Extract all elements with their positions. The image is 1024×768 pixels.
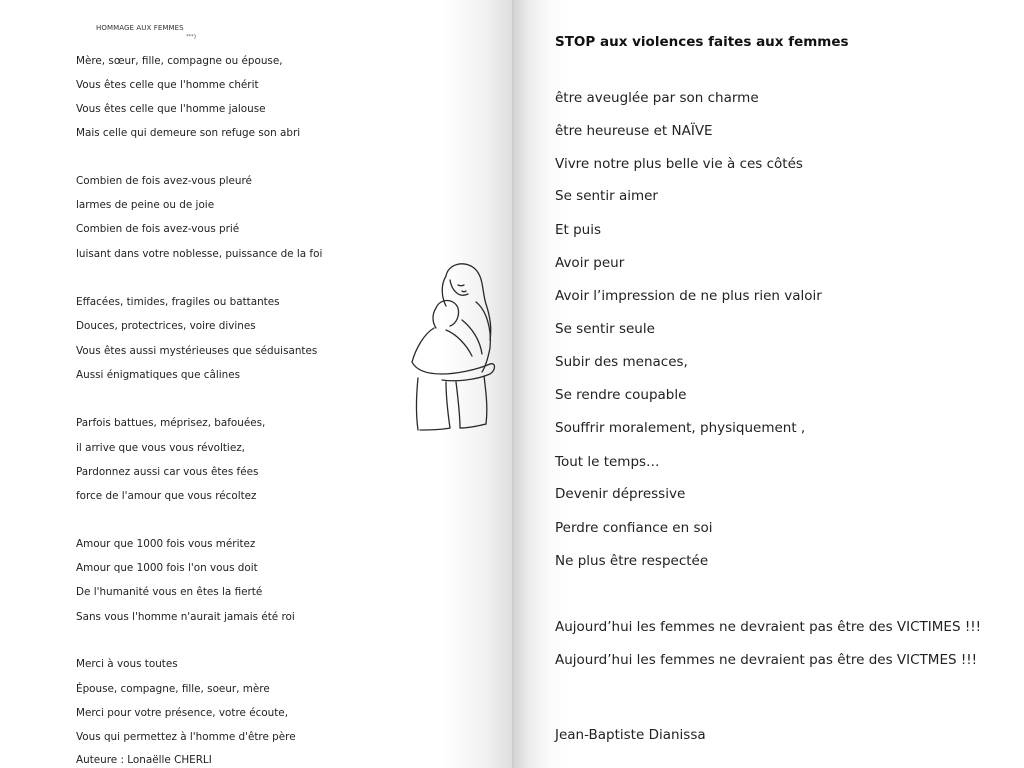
- poem-line: Vous êtes aussi mystérieuses que séduisantes: [76, 345, 318, 357]
- poem-line: Se rendre coupable: [555, 387, 687, 403]
- poem-line: Se sentir aimer: [555, 188, 658, 204]
- poem-line: il arrive que vous vous révoltiez,: [76, 442, 245, 454]
- poem-line: Merci pour votre présence, votre écoute,: [76, 707, 289, 719]
- poem-line: Vivre notre plus belle vie à ces côtés: [555, 156, 803, 172]
- poem-line: Pardonnez aussi car vous êtes fées: [76, 466, 259, 478]
- poem-line: force de l'amour que vous récoltez: [76, 490, 257, 502]
- poem-line: Aujourd’hui les femmes ne devraient pas être des VICTMES !!!: [555, 652, 978, 668]
- poem-line: Merci à vous toutes: [76, 658, 178, 670]
- poem-line: Aussi énigmatiques que câlines: [76, 369, 241, 381]
- poem-line: Et puis: [555, 222, 602, 238]
- poem-line: être heureuse et NAÏVE: [555, 123, 713, 139]
- poem-line: Douces, protectrices, voire divines: [76, 320, 256, 332]
- poem-line: Tout le temps…: [555, 454, 660, 470]
- poem-line: larmes de peine ou de joie: [76, 199, 215, 211]
- poem-line: Mais celle qui demeure son refuge son abri: [76, 127, 301, 139]
- poem-author: Jean-Baptiste Dianissa: [555, 727, 706, 743]
- poem-line: Épouse, compagne, fille, soeur, mère: [76, 683, 270, 695]
- poem-line: Parfois battues, méprisez, bafouées,: [76, 417, 266, 429]
- left-page-title: HOMMAGE AUX FEMMES: [96, 24, 184, 32]
- poem-line: Subir des menaces,: [555, 354, 688, 370]
- poem-line: être aveuglée par son charme: [555, 90, 759, 106]
- poem-line: Ne plus être respectée: [555, 553, 709, 569]
- poem-line: luisant dans votre noblesse, puissance de la foi: [76, 248, 323, 260]
- right-page-title: STOP aux violences faites aux femmes: [555, 34, 849, 50]
- poem-line: Sans vous l'homme n'aurait jamais été roi: [76, 611, 295, 623]
- poem-line: Se sentir seule: [555, 321, 655, 337]
- poem-line: Perdre confiance en soi: [555, 520, 713, 536]
- poem-author: Auteure : Lonaëlle CHERLI: [76, 754, 212, 766]
- poem-line: Vous êtes celle que l'homme chérit: [76, 79, 259, 91]
- poem-line: Amour que 1000 fois l'on vous doit: [76, 562, 258, 574]
- poem-line: Avoir l’impression de ne plus rien valoir: [555, 288, 822, 304]
- poem-line: Combien de fois avez-vous pleuré: [76, 175, 252, 187]
- poem-line: Vous êtes celle que l'homme jalouse: [76, 103, 266, 115]
- poem-line: Aujourd’hui les femmes ne devraient pas être des VICTIMES !!!: [555, 619, 982, 635]
- poem-line: Souffrir moralement, physiquement ,: [555, 420, 806, 436]
- poem-line: Devenir dépressive: [555, 486, 686, 502]
- poem-line: Avoir peur: [555, 255, 625, 271]
- poem-line: De l'humanité vous en êtes la fierté: [76, 586, 263, 598]
- right-page: [515, 0, 1024, 768]
- poem-line: Effacées, timides, fragiles ou battantes: [76, 296, 280, 308]
- poem-line: Amour que 1000 fois vous méritez: [76, 538, 256, 550]
- left-page-title-mark: ***}: [186, 34, 197, 40]
- hugging-women-illustration-icon: [406, 258, 498, 434]
- poem-line: Vous qui permettez à l'homme d'être père: [76, 731, 296, 743]
- poem-line: Mère, sœur, fille, compagne ou épouse,: [76, 55, 283, 67]
- poem-line: Combien de fois avez-vous prié: [76, 223, 240, 235]
